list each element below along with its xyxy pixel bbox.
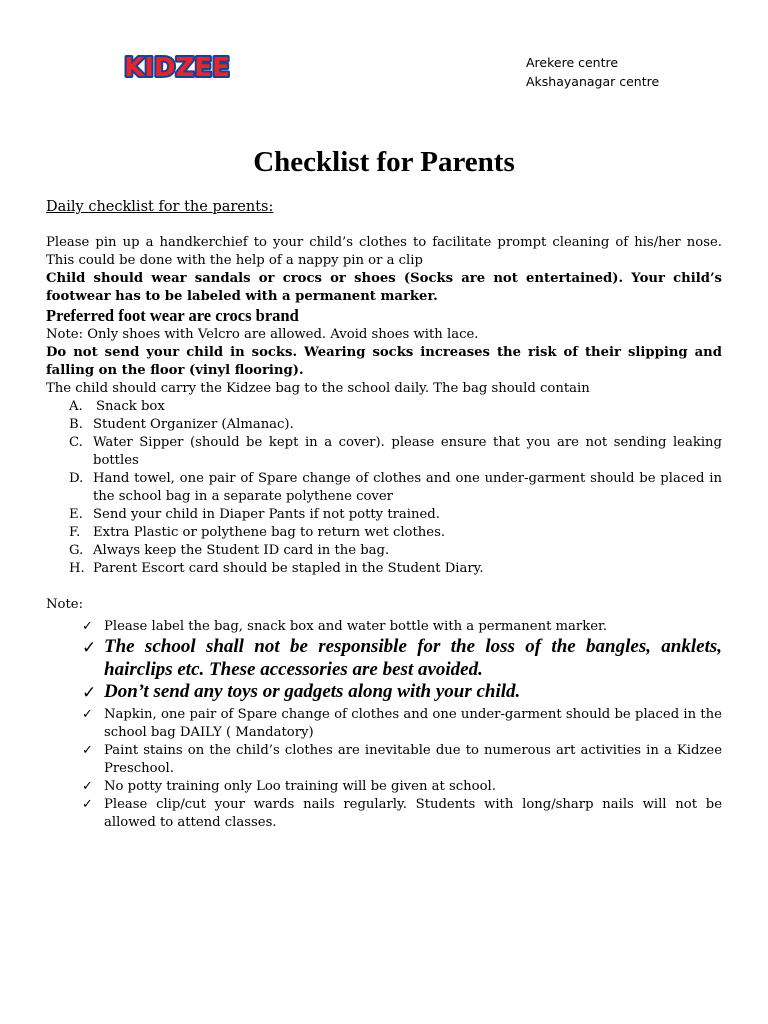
list-item-text: Always keep the Student ID card in the bag.: [93, 543, 390, 558]
list-item: [46, 416, 722, 434]
list-item: [46, 506, 722, 524]
list-marker: G.: [69, 543, 84, 558]
note-label: Note:: [46, 597, 84, 612]
bag-contents-list: [46, 398, 722, 578]
list-marker: B.: [69, 417, 83, 432]
centre-arekere: Arekere centre: [526, 55, 619, 70]
list-marker: A.: [69, 399, 83, 414]
list-marker: H.: [69, 561, 85, 576]
list-item-text: Parent Escort card should be stapled in the Student Diary.: [93, 561, 484, 576]
list-marker: C.: [69, 435, 83, 450]
note-text: Don’t send any toys or gadgets along with your child.: [104, 681, 521, 702]
note-item: [46, 796, 722, 832]
daily-checklist-heading: Daily checklist for the parents:: [46, 199, 274, 215]
note-item: [46, 778, 722, 796]
list-marker: E.: [69, 507, 83, 522]
checkmark-icon: ✓: [82, 796, 93, 812]
bag-intro: The child should carry the Kidzee bag to the school daily. The bag should contain: [46, 381, 590, 396]
list-item-text: Send your child in Diaper Pants if not potty trained.: [93, 507, 440, 522]
notes-list: [46, 618, 722, 832]
list-item-text: Water Sipper (should be kept in a cover). please ensure that you are not sending leaking bottles: [93, 435, 722, 468]
list-marker: D.: [69, 471, 84, 486]
list-item-text: Hand towel, one pair of Spare change of clothes and one under-garment should be placed in the school bag in a separate polythene cover: [93, 471, 722, 504]
note-text: No potty training only Loo training will be given at school.: [104, 778, 496, 794]
centre-akshayanagar: Akshayanagar centre: [526, 74, 660, 89]
list-item: [46, 434, 722, 470]
checkmark-icon: ✓: [82, 619, 93, 634]
checklist-body: [46, 198, 722, 832]
list-item: [46, 524, 722, 542]
note-text: The school shall not be responsible for the loss of the bangles, anklets, hairclips etc. These accessories are best avoided.: [104, 636, 722, 680]
checkmark-icon: ✓: [82, 742, 93, 758]
list-item-text: Snack box: [96, 399, 165, 414]
note-item: [46, 706, 722, 742]
kidzee-logo: [106, 49, 248, 89]
centre-list: [526, 53, 659, 91]
list-item: [46, 470, 722, 506]
footwear-rule: Child should wear sandals or crocs or shoes (Socks are not entertained). Your child’s footwear has to be labeled with a permanent marker.: [46, 271, 722, 304]
note-text: Please clip/cut your wards nails regularly. Students with long/sharp nails will not be allowed to attend classes.: [104, 796, 722, 830]
note-item: [46, 681, 722, 704]
velcro-note: Note: Only shoes with Velcro are allowed. Avoid shoes with lace.: [46, 327, 479, 342]
list-item: [46, 542, 722, 560]
note-item: [46, 636, 722, 681]
checkmark-icon: ✓: [82, 778, 93, 794]
list-item: [46, 560, 722, 578]
checkmark-icon: ✓: [82, 683, 97, 703]
list-item: [46, 398, 722, 416]
note-text: Napkin, one pair of Spare change of clothes and one under-garment should be placed in the school bag DAILY ( Mandatory): [104, 706, 722, 740]
checkmark-icon: ✓: [82, 706, 93, 722]
page-title: Checklist for Parents: [253, 146, 515, 178]
checkmark-icon: ✓: [82, 638, 97, 658]
note-text: Please label the bag, snack box and water bottle with a permanent marker.: [104, 619, 608, 634]
list-item-text: Student Organizer (Almanac).: [93, 417, 294, 432]
list-item-text: Extra Plastic or polythene bag to return wet clothes.: [93, 525, 446, 540]
list-marker: F.: [69, 525, 81, 540]
note-item: [46, 742, 722, 778]
handkerchief-instruction: Please pin up a handkerchief to your child’s clothes to facilitate prompt cleaning of his/her nose. This could be done with the help of a nappy pin or a clip: [46, 235, 722, 268]
socks-rule: Do not send your child in socks. Wearing socks increases the risk of their slipping and falling on the floor (vinyl flooring).: [46, 345, 722, 378]
logo-wordmark: KIDZEE: [124, 53, 230, 83]
preferred-footwear: Preferred foot wear are crocs brand: [46, 306, 299, 325]
kidzee-logo-graphic: [106, 49, 248, 85]
note-text: Paint stains on the child’s clothes are inevitable due to numerous art activities in a Kidzee Preschool.: [104, 742, 722, 776]
note-item: [46, 618, 722, 636]
